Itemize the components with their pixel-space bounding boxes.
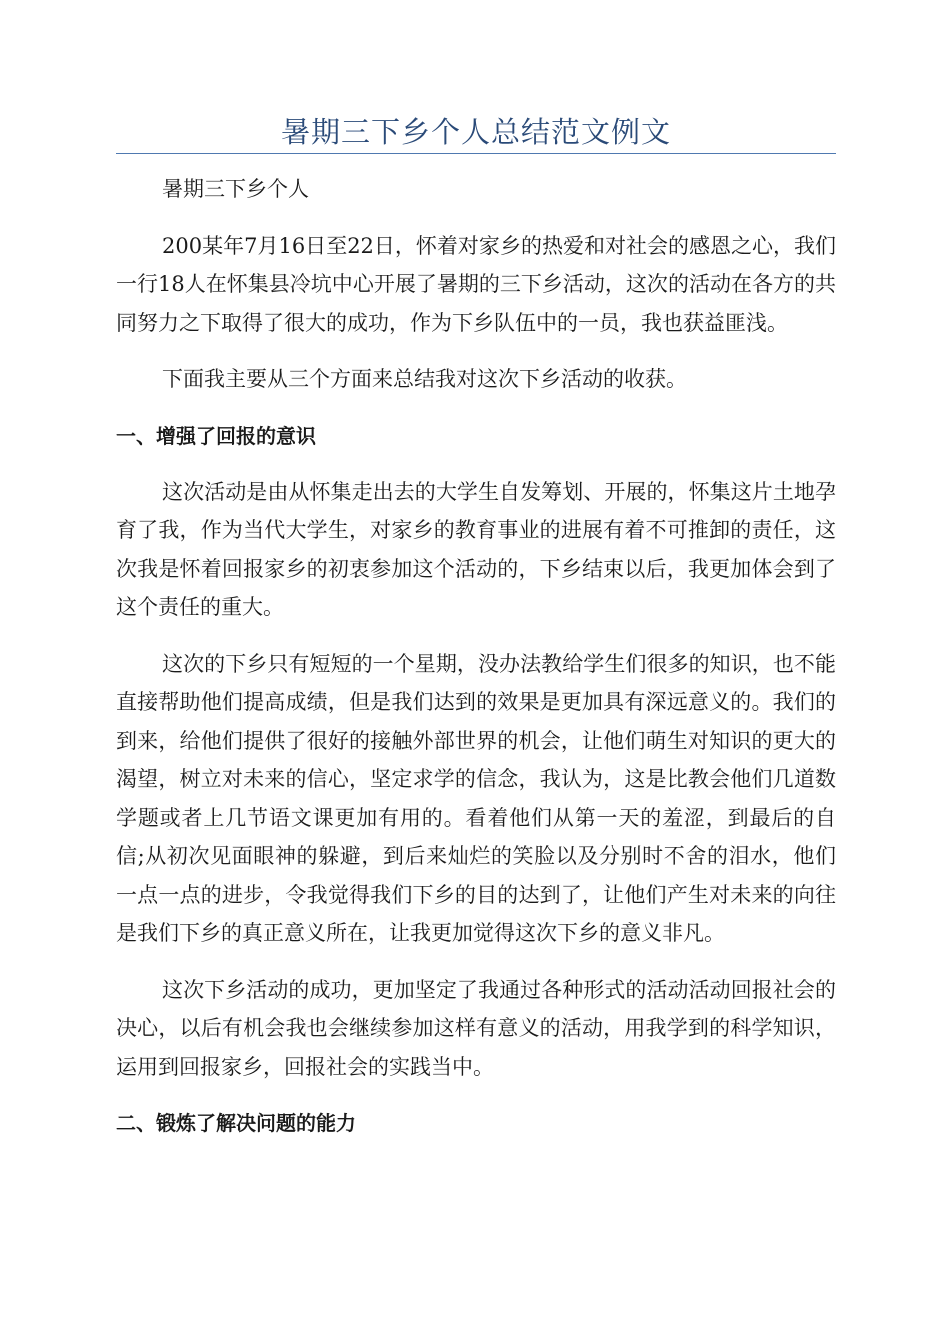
document-title: 暑期三下乡个人总结范文例文 — [280, 115, 671, 149]
paragraph-resolve: 这次下乡活动的成功，更加坚定了我通过各种形式的活动活动回报社会的决心，以后有机会我也会继续参加这样有意义的活动，用我学到的科学知识，运用到回报家乡，回报社会的实践当中。 — [116, 977, 836, 1079]
section-heading-2: 二、锻炼了解决问题的能力 — [116, 1111, 356, 1135]
paragraph-impact: 这次的下乡只有短短的一个星期，没办法教给学生们很多的知识，也不能直接帮助他们提高成绩，但是我们达到的效果是更加具有深远意义的。我们的到来，给他们提供了很好的接触外部世界的机会，让他们萌生对知识的更大的渴望，树立对未来的信心，坚定求学的信念，我认为，这是比教会他们几道数学题或者上几节语文课更加有用的。看着他们从第一天的羞涩，到最后的自信;从初次见面眼神的躲避，到后来灿烂的笑脸以及分别时不舍的泪水，他们一点一点的进步，令我觉得我们下乡的目的达到了，让他们产生对未来的向往是我们下乡的真正意义所在，让我更加觉得这次下乡的意义非凡。 — [116, 651, 836, 945]
paragraph-intro-heading: 暑期三下乡个人 — [162, 177, 309, 201]
paragraph-outline: 下面我主要从三个方面来总结我对这次下乡活动的收获。 — [162, 367, 687, 391]
paragraph-responsibility: 这次活动是由从怀集走出去的大学生自发筹划、开展的，怀集这片土地孕育了我，作为当代大学生，对家乡的教育事业的进展有着不可推卸的责任，这次我是怀着回报家乡的初衷参加这个活动的，下乡结束以后，我更加体会到了这个责任的重大。 — [116, 479, 836, 619]
title-underline — [116, 153, 836, 154]
section-heading-1: 一、增强了回报的意识 — [116, 423, 316, 448]
paragraph-overview: 200某年7月16日至22日，怀着对家乡的热爱和对社会的感恩之心，我们一行18人在怀集县冷坑中心开展了暑期的三下乡活动，这次的活动在各方的共同努力之下取得了很大的成功，作为下乡队伍中的一员，我也获益匪浅。 — [116, 233, 836, 335]
document-body — [116, 170, 836, 1160]
